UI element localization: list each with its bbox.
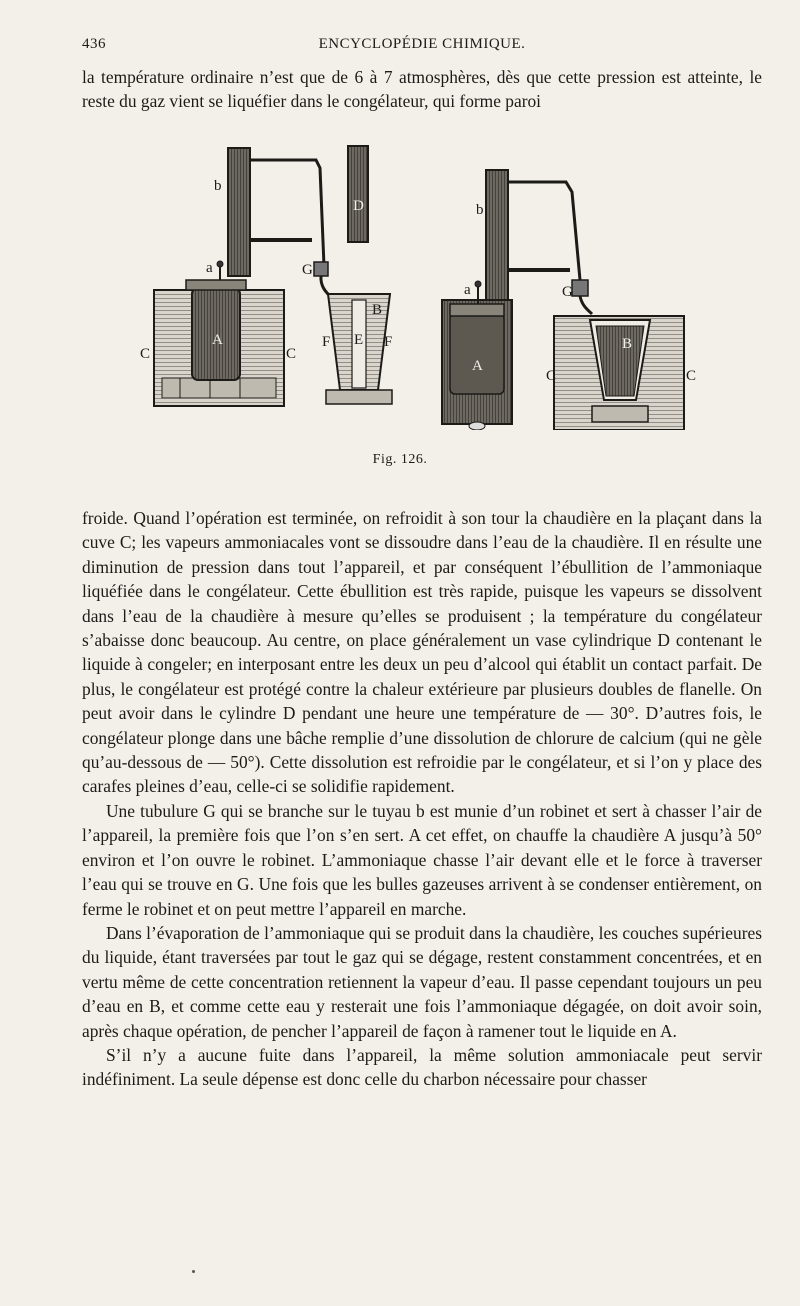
label-left-F1: F: [322, 334, 331, 350]
label-left-B: B: [372, 302, 383, 318]
label-left-a: a: [206, 260, 213, 276]
left-cylinder-d: [348, 146, 368, 242]
apparatus-figure: [120, 138, 730, 430]
body-text-top: [82, 65, 762, 114]
label-left-b: b: [214, 178, 222, 194]
page-number: 436: [82, 36, 106, 52]
figure-caption: Fig. 126.: [372, 452, 428, 467]
label-right-C1: C: [546, 368, 557, 384]
label-left-C1: C: [140, 346, 151, 362]
label-right-A: A: [472, 358, 483, 374]
label-right-B: B: [622, 336, 633, 352]
label-left-E: E: [354, 332, 364, 348]
label-right-a: a: [464, 282, 471, 298]
label-right-C2: C: [686, 368, 697, 384]
paragraph: Une tubulure G qui se branche sur le tuyau b est munie d’un robinet et sert à chasser l’air de l’appareil, la première fois que l’on s’en sert. A cet effet, on chauffe la chaudière A jusqu’à 50° environ et l’on ouvre le robinet. L’ammoniaque chasse l’air devant elle et le force à traverser l’eau qui se trouve en G. Une fois que les bulles gazeuses arrivent à se condenser entièrement, on ferme le robinet et on peut mettre l’appareil en marche.: [82, 800, 762, 919]
label-right-G: G: [562, 284, 573, 300]
paragraph: la température ordinaire n’est que de 6 à 7 atmosphères, dès que cette pression est atteinte, le reste du gaz vient se liquéfier dans le congélateur, qui forme paroi: [82, 67, 762, 112]
paragraph: froide. Quand l’opération est terminée, on refroidit à son tour la chaudière en la plaçant dans la cuve C; les vapeurs ammoniacales vont se dissoudre dans l’eau de la chaudière. Il en résulte une diminution de pression dans tout l’appareil, et par conséquent l’ébullition de l’ammoniaque liquéfiée dans le congélateur. Cette ébullition est très rapide, puisque les vapeurs se dissolvent dans l’eau de la chaudière à mesure qu’elles se produisent ; la température du congélateur s’abaisse donc beaucoup. Au centre, on place généralement un vase cylindrique D contenant le liquide à congeler; en interposant entre les deux un peu d’alcool qui établit un contact parfait. De plus, le congélateur est protégé contre la chaleur extérieure par plusieurs doubles de flanelle. On peut avoir dans le cylindre D pendant une heure une température de — 30°. D’autres fois, le congélateur plonge dans une bâche remplie d’une dissolution de chlorure de calcium (qui ne gèle qu’au-dessous de — 50°). Cette dissolution est refroidie par le congélateur, et si l’on y place des carafes pleines d’eau, celle-ci se solidifie rapidement.: [82, 508, 762, 797]
label-left-F2: F: [384, 334, 393, 350]
label-left-D: D: [353, 198, 364, 214]
label-left-A: A: [212, 332, 223, 348]
label-left-G: G: [302, 262, 313, 278]
print-speck: [192, 1270, 195, 1273]
paragraph: Dans l’évaporation de l’ammoniaque qui se produit dans la chaudière, les couches supérieures du liquide, étant traversées par tout le gaz qui se dégage, restent constamment concentrées, et en vertu même de cette concentration retiennent la vapeur d’eau. Il passe cependant toujours un peu d’eau en B, et comme cette eau y resterait une fois l’ammoniaque dégagée, on doit avoir soin, après chaque opération, de pencher l’appareil de façon à ramener tout le liquide en A.: [82, 922, 762, 1041]
left-tube-b: [228, 148, 250, 276]
label-left-C2: C: [286, 346, 297, 362]
label-right-b: b: [476, 202, 484, 218]
page-header: [82, 36, 762, 60]
right-tube-b: [486, 170, 508, 300]
left-apparatus: [154, 146, 392, 406]
body-text-bottom: [82, 506, 762, 1092]
paragraph: S’il n’y a aucune fuite dans l’appareil, la même solution ammoniacale peut servir indéfiniment. La seule dépense est donc celle du charbon nécessaire pour chasser: [82, 1044, 762, 1090]
running-title: ENCYCLOPÉDIE CHIMIQUE.: [318, 36, 526, 52]
